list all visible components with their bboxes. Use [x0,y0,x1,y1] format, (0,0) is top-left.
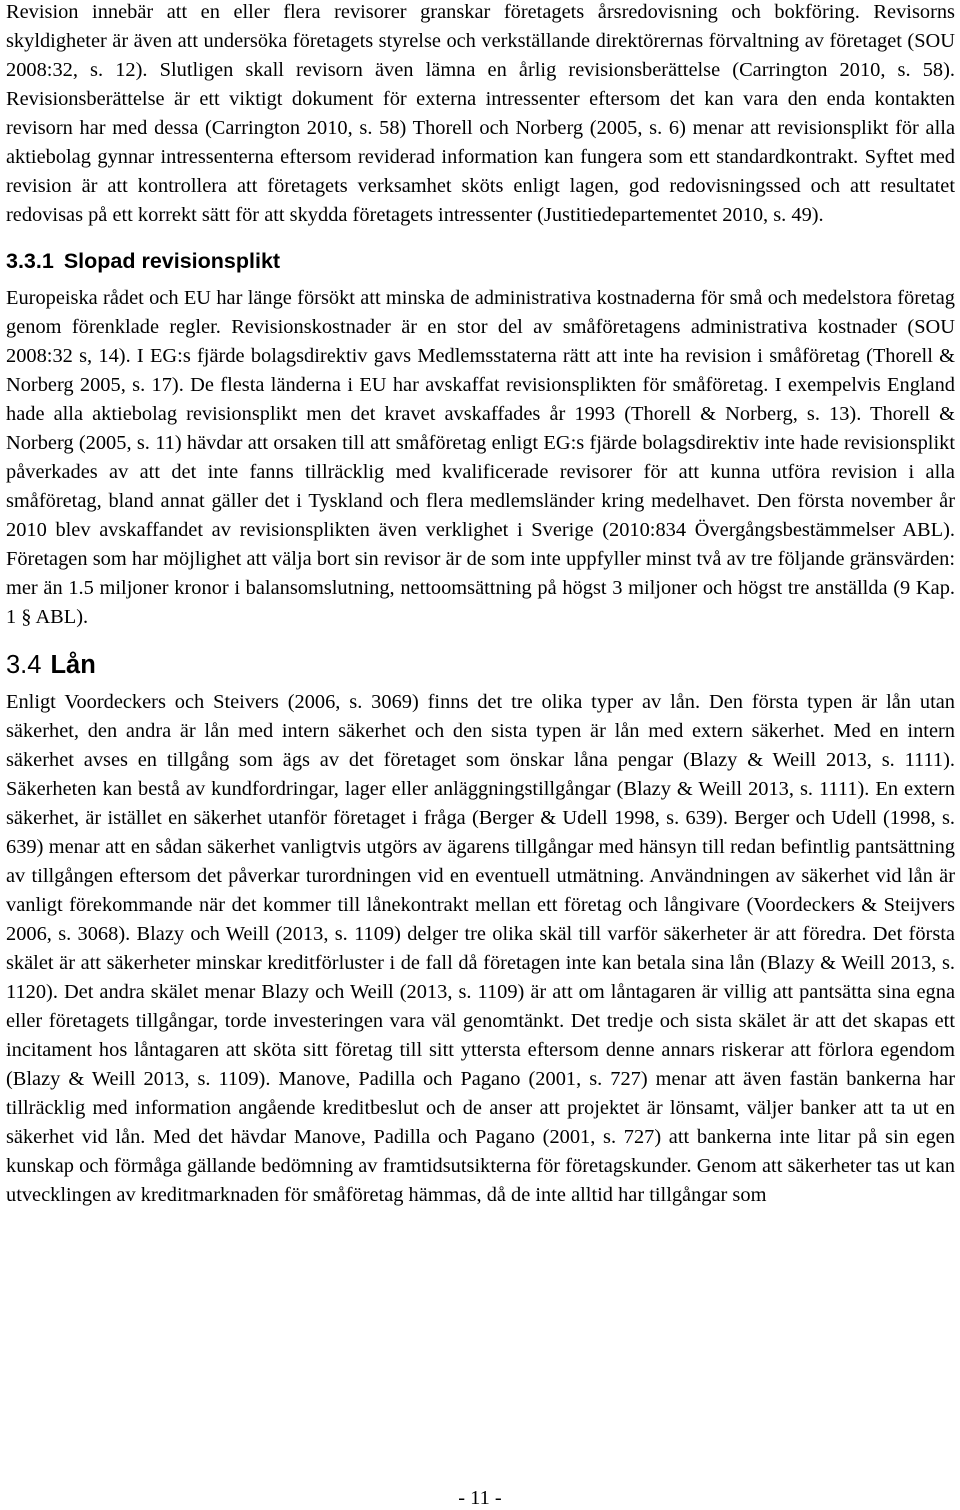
section-title: Lån [50,651,96,679]
paragraph-revision-intro: Revision innebär att en eller flera revisorer granskar företagets årsredovisning och bokföring. Revisorns skyldigheter är även att undersöka företagets styrelse och verkställande direktörernas förvaltning av företaget (SOU 2008:32, s. 12). Slutligen skall revisorn även lämna en årlig revisionsberättelse (Carrington 2010, s. 58). Revisionsberättelse är ett viktigt dokument för externa intressenter eftersom det kan vara den enda kontakten revisorn har med dessa (Carrington 2010, s. 58) Thorell och Norberg (2005, s. 6) menar att revisionsplikt för alla aktiebolag gynnar intressenterna eftersom reviderad information kan fungera som ett standardkontrakt. Syftet med revision är att kontrollera att företagets verksamhet sköts enligt lagen, god redovisningssed och att resultatet redovisas på ett korrekt sätt för att skydda företagets intressenter (Justitiedepartementet 2010, s. 49). [6,1,955,226]
page-number: - 11 - [458,1487,502,1509]
document-page [6,0,955,1210]
section-heading-3-4 [6,650,955,680]
paragraph-lan: Enligt Voordeckers och Steivers (2006, s. 3069) finns det tre olika typer av lån. Den första typen är lån utan säkerhet, den andra är lån med intern säkerhet och den sista typen är lån med extern säkerhet. Med en intern säkerhet avses en tillgång som ägs av det företaget som önskar låna pengar (Blazy & Weill 2013, s. 1111). Säkerheten kan bestå av kundfordringar, lager eller anläggningstillgångar (Blazy & Weill 2013, s. 1111). En extern säkerhet, är istället en säkerhet utanför företaget i fråga (Berger & Udell 1998, s. 639). Berger och Udell (1998, s. 639) menar att en sådan säkerhet vanligtvis utgörs av ägarens tillgångar med hänsyn till redan befintlig pantsättning av tillgången eftersom det påverkar turordningen vid en eventuell utmätning. Användningen av säkerhet vid lån är vanligt förekommande när det kommer till lånekontrakt mellan ett företag och långivare (Voordeckers & Steijvers 2006, s. 3068). Blazy och Weill (2013, s. 1109) delger tre olika skäl till varför säkerheter är att föredra. Det första skälet är att säkerheter minskar kreditförluster i de fall då företagen inte kan betala sina lån (Blazy & Weill 2013, s. 1120). Det andra skälet menar Blazy och Weill (2013, s. 1109) är att om låntagaren är villig att pantsätta sina egna eller företagets tillgångar, torde investeringen vara väl genomtänkt. Det tredje och sista skälet är att det skapas ett incitament hos låntagaren att sköta sitt företag till sitt yttersta eftersom denne annars riskerar att förlora egendom (Blazy & Weill 2013, s. 1109). Manove, Padilla och Pagano (2001, s. 727) menar att även fastän bankerna har tillräcklig med information angående kreditbeslut och de anser att projektet är lönsamt, väljer banker att ta ut en säkerhet vid lån. Med det hävdar Manove, Padilla och Pagano (2001, s. 727) att bankerna inte litar på sin egen kunskap och förmåga gällande bedömning av framtidsutsikterna för företagskunder. Genom att säkerheter tas ut kan utvecklingen av kreditmarknaden för småföretag hämmas, då de inte alltid har tillgångar som [6,691,955,1206]
section-number: 3.4 [6,651,42,679]
section-number: 3.3.1 [6,249,54,273]
paragraph-slopad-revisionsplikt: Europeiska rådet och EU har länge försökt att minska de administrativa kostnaderna för små och medelstora företag genom förenklade regler. Revisionskostnader är en stor del av småföretagens administrativa kostnader (SOU 2008:32 s, 14). I EG:s fjärde bolagsdirektiv gavs Medlemsstaterna rätt att inte ha revision i småföretag (Thorell & Norberg 2005, s. 17). De flesta länderna i EU har avskaffat revisionsplikten för småföretag. I exempelvis England hade alla aktiebolag revisionsplikt men det kravet avskaffades år 1993 (Thorell & Norberg, s. 13). Thorell & Norberg (2005, s. 11) hävdar att orsaken till att småföretag enligt EG:s fjärde bolagsdirektiv inte hade revisionsplikt påverkades av att det inte fanns tillräcklig med kvalificerade revisorer för att kunna utföra revision i alla småföretag, bland annat gäller det i Tyskland och flera medlemsländer kring medelhavet. Den första november år 2010 blev avskaffandet av revisionsplikten även verklighet i Sverige (2010:834 Övergångsbestämmelser ABL). Företagen som har möjlighet att välja bort sin revisor är de som inte uppfyller minst två av tre följande gränsvärden: mer än 1.5 miljoner kronor i balansomslutning, nettoomsättning på högst 3 miljoner och högst tre anställda (9 Kap. 1 § ABL). [6,287,955,628]
section-title: Slopad revisionsplikt [63,249,281,273]
section-heading-3-3-1 [6,246,955,276]
